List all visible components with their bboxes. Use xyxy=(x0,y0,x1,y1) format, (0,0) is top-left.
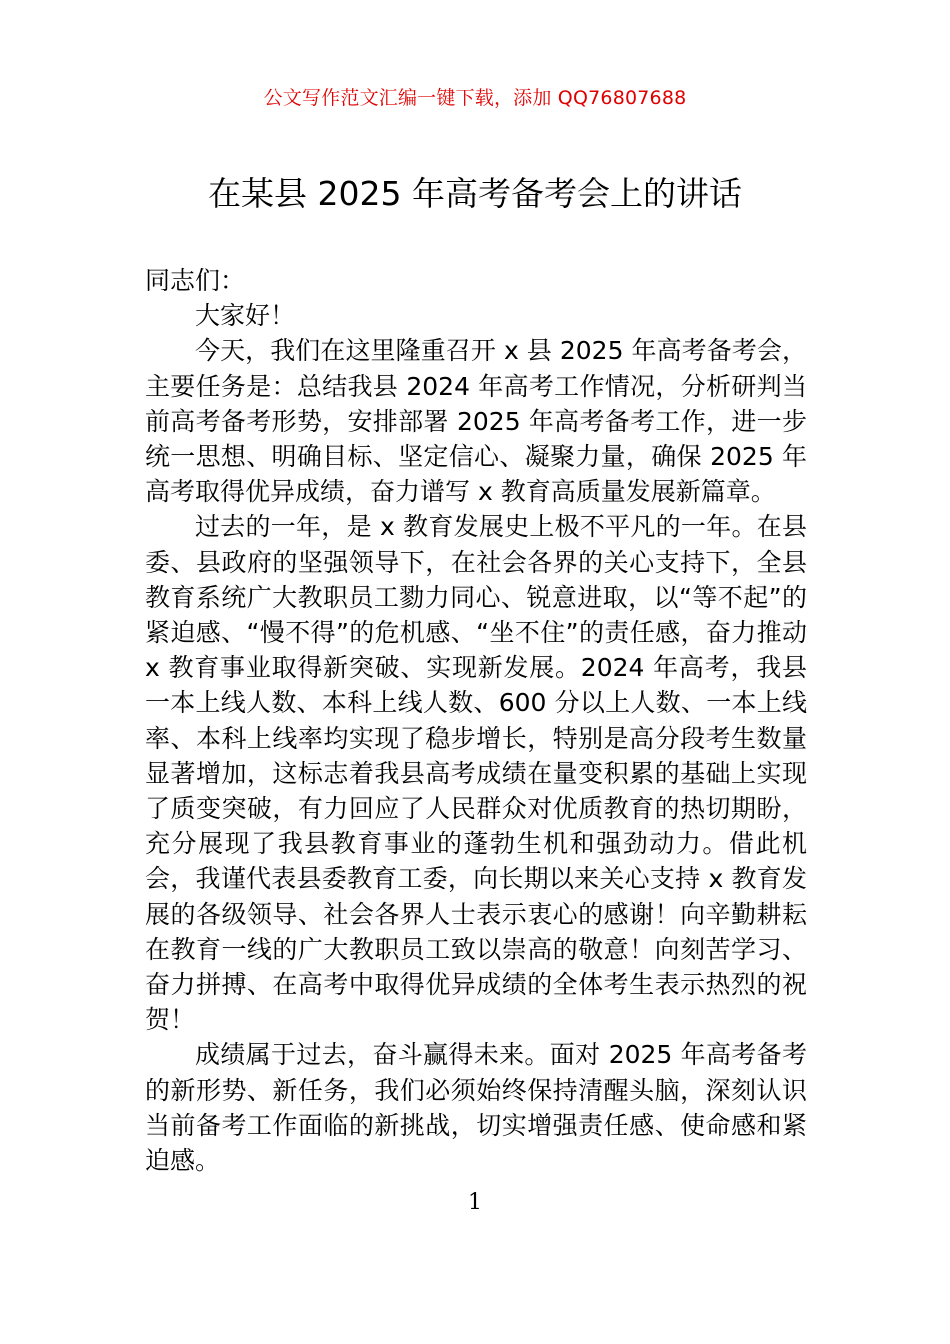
page-number: 1 xyxy=(468,1190,482,1215)
greeting-paragraph: 大家好！ xyxy=(195,301,296,331)
review-paragraph: 过去的一年，是 x 教育发展史上极不平凡的一年。在县委、县政府的坚强领导下，在社会各界的关心支持下，全县教育系统广大教职员工勠力同心、锐意进取，以“等不起”的紧迫感、“慢不得”的危机感、“坐不住”的责任感，奋力推动 x 教育事业取得新突破、实现新发展。2024 年高考，我县一本上线人数、本科上线人数、600 分以上人数、一本上线率、本科上线率均实现了稳步增长，特别是高分段考生数量显著增加，这标志着我县高考成绩在量变积累的基础上实现了质变突破，有力回应了人民群众对优质教育的热切期盼，充分展现了我县教育事业的蓬勃生机和强劲动力。借此机会，我谨代表县委教育工委，向长期以来关心支持 x 教育发展的各级领导、社会各界人士表示衷心的感谢！向辛勤耕耘在教育一线的广大教职员工致以崇高的敬意！向刻苦学习、奋力拼搏、在高考中取得优异成绩的全体考生表示热烈的祝贺！ xyxy=(145,512,807,1035)
outlook-paragraph: 成绩属于过去，奋斗赢得未来。面对 2025 年高考备考的新形势、新任务，我们必须始终保持清醒头脑，深刻认识当前备考工作面临的新挑战，切实增强责任感、使命感和紧迫感。 xyxy=(145,1040,807,1176)
intro-paragraph: 今天，我们在这里隆重召开 x 县 2025 年高考备考会，主要任务是：总结我县 2024 年高考工作情况，分析研判当前高考备考形势，安排部署 2025 年高考备考工作，进一步统一思想、明确目标、坚定信心、凝聚力量，确保 2025 年高考取得优异成绩，奋力谱写 x 教育高质量发展新篇章。 xyxy=(145,336,807,507)
speech-body xyxy=(145,263,807,1178)
document-title: 在某县 2025 年高考备考会上的讲话 xyxy=(208,174,742,213)
salutation: 同志们： xyxy=(145,266,246,295)
download-notice: 公文写作范文汇编一键下载，添加 QQ76807688 xyxy=(263,87,687,109)
